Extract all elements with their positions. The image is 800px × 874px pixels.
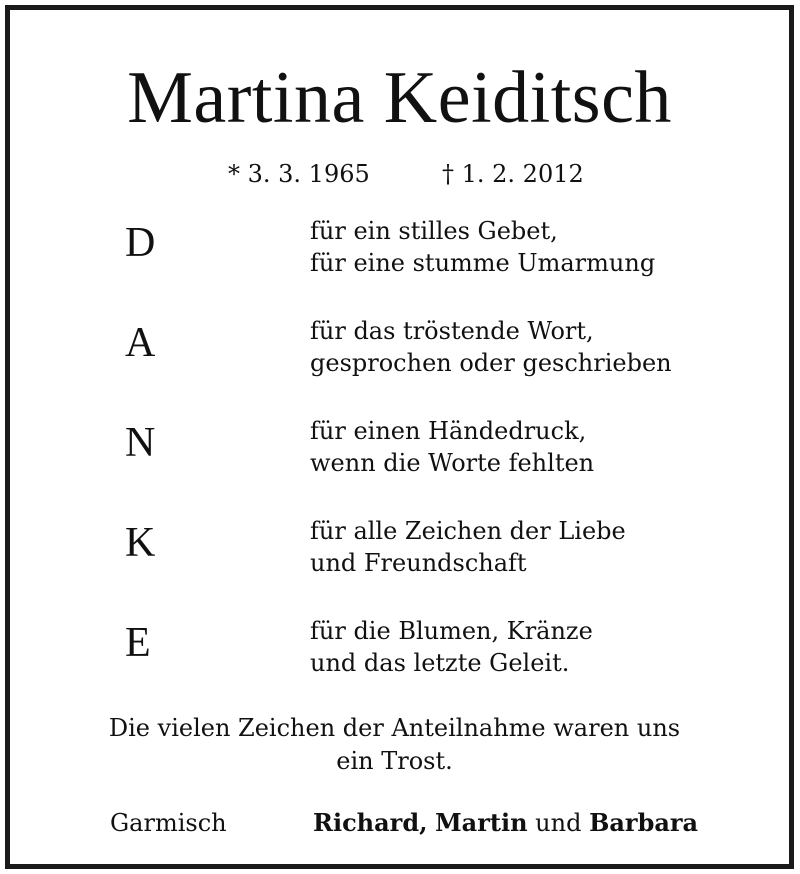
obituary-notice [5, 5, 794, 869]
signer-name: Barbara [589, 808, 699, 837]
closing-text [70, 712, 719, 778]
danke-line: für eine stumme Umarmung [310, 249, 656, 277]
signer-name: Martin [435, 808, 528, 837]
signer-conjunction: und [535, 809, 582, 837]
danke-text [310, 515, 770, 579]
danke-line: für das tröstende Wort, [310, 317, 594, 345]
danke-row-d [10, 215, 789, 295]
danke-row-a [10, 315, 789, 395]
danke-line: und Freundschaft [310, 549, 527, 577]
signers [313, 806, 698, 840]
danke-line: gesprochen oder geschrieben [310, 349, 672, 377]
danke-letter: K [125, 520, 156, 566]
signer-name: Richard [313, 808, 420, 837]
danke-letter: N [125, 420, 156, 466]
danke-line: für die Blumen, Kränze [310, 617, 593, 645]
danke-letter: E [125, 620, 151, 666]
danke-text [310, 615, 770, 679]
danke-text [310, 315, 770, 379]
danke-letter: A [125, 320, 156, 366]
danke-line: wenn die Worte fehlten [310, 449, 595, 477]
place-name: Garmisch [110, 809, 227, 837]
danke-row-n [10, 415, 789, 495]
danke-letter: D [125, 220, 156, 266]
danke-text [310, 415, 770, 479]
death-date: † 1. 2. 2012 [442, 160, 584, 188]
danke-text [310, 215, 770, 279]
deceased-name: Martina Keiditsch [127, 57, 672, 139]
danke-line: für ein stilles Gebet, [310, 217, 558, 245]
danke-line: für alle Zeichen der Liebe [310, 517, 626, 545]
closing-line: ein Trost. [336, 747, 453, 775]
danke-line: und das letzte Geleit. [310, 649, 570, 677]
signer-separator: , [419, 808, 428, 837]
closing-line: Die vielen Zeichen der Anteilnahme waren uns [108, 714, 681, 742]
danke-row-k [10, 515, 789, 595]
birth-date: * 3. 3. 1965 [228, 160, 370, 188]
danke-row-e [10, 615, 789, 695]
danke-line: für einen Händedruck, [310, 417, 587, 445]
